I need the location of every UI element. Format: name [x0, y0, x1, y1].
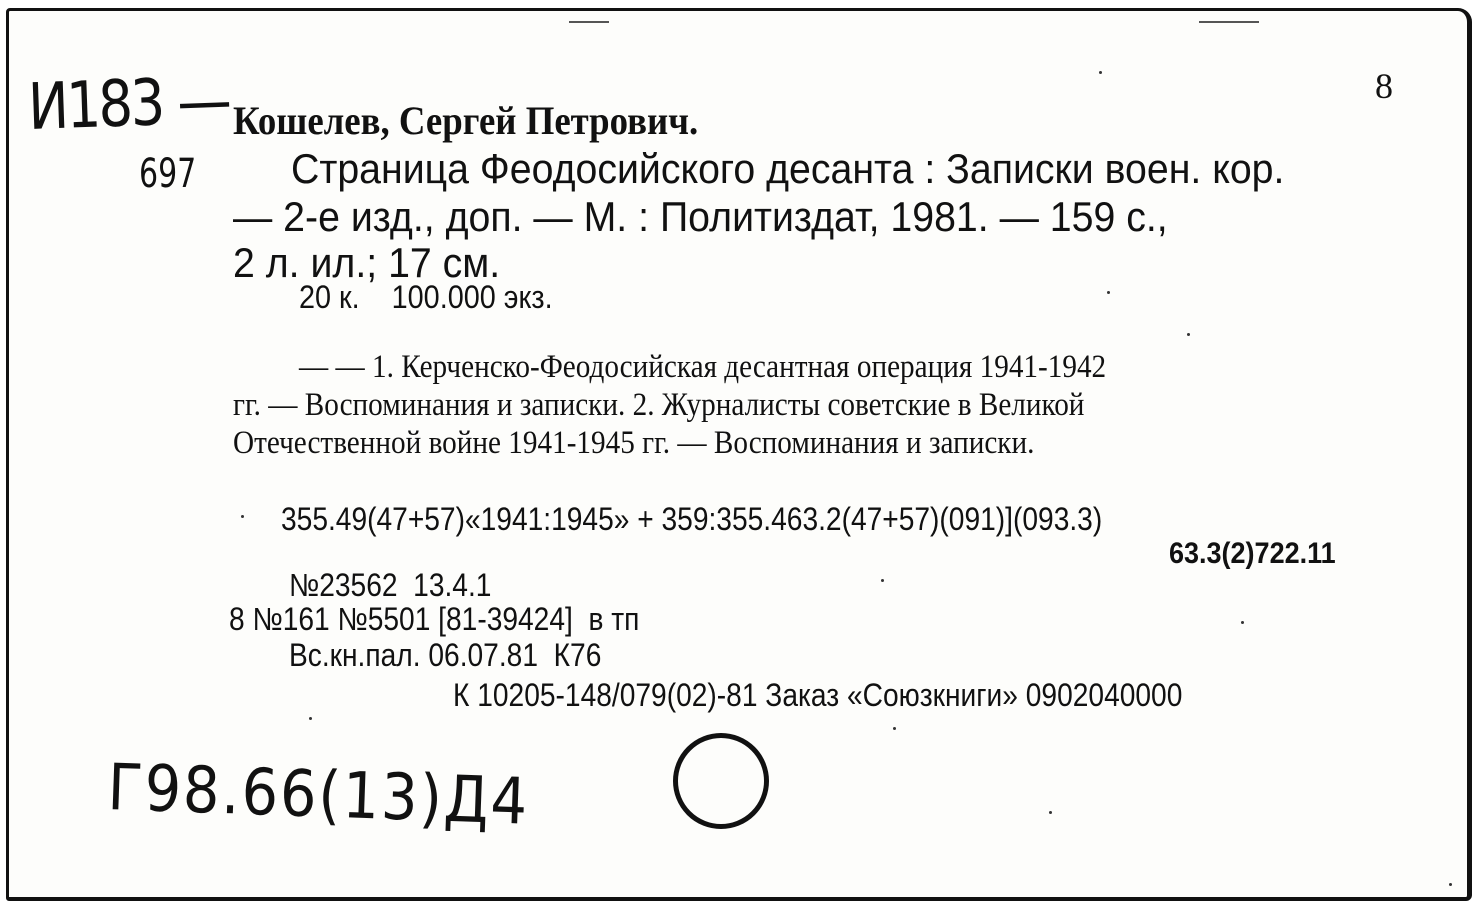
author-heading: Кошелев, Сергей Петрович. [233, 98, 699, 143]
record-line: Вс.кн.пал. 06.07.81 К76 [289, 637, 602, 673]
speck [893, 727, 896, 730]
udc-index: 355.49(47+57)«1941:1945» + 359:355.463.2(47+57)(091)](093.3) [281, 501, 1103, 537]
subject-line: Отечественной войне 1941-1945 гг. — Воспоминания и записки. [233, 425, 1035, 461]
page-number: 8 [1375, 66, 1393, 106]
speck [881, 579, 884, 582]
speck [1099, 71, 1102, 74]
speck [1107, 291, 1110, 294]
catalog-card [6, 8, 1472, 901]
print-mark [569, 21, 609, 23]
bbk-index: 63.3(2)722.11 [1169, 537, 1336, 570]
speck [1241, 621, 1244, 624]
title-line: 2 л. ил.; 17 см. [233, 239, 501, 286]
punch-hole [673, 733, 769, 829]
speck [1187, 333, 1190, 336]
print-mark [1199, 21, 1259, 23]
record-line: №23562 13.4.1 [289, 567, 492, 603]
speck [309, 717, 312, 720]
title-line: — 2-е изд., доп. — М. : Политиздат, 1981. — 159 с., [233, 193, 1168, 240]
speck [1449, 883, 1452, 886]
record-line: К 10205-148/079(02)-81 Заказ «Союзкниги» 0902040000 [453, 677, 1183, 713]
handwritten-shelfmark-top: И183 — [27, 63, 231, 145]
title-line: Страница Феодосийского десанта : Записки воен. кор. [291, 145, 1285, 192]
speck [241, 515, 244, 518]
handwritten-shelfmark-bottom: 697 [139, 151, 197, 197]
handwritten-classification: Г98.66(13)Д4 [106, 751, 531, 840]
subject-line: гг. — Воспоминания и записки. 2. Журналисты советские в Великой [233, 387, 1085, 423]
price-and-print-run: 20 к. 100.000 экз. [299, 279, 553, 315]
subject-line: — — 1. Керченско-Феодосийская десантная операция 1941-1942 [299, 349, 1107, 385]
record-line: 8 №161 №5501 [81-39424] в тп [229, 601, 640, 637]
speck [1049, 811, 1052, 814]
